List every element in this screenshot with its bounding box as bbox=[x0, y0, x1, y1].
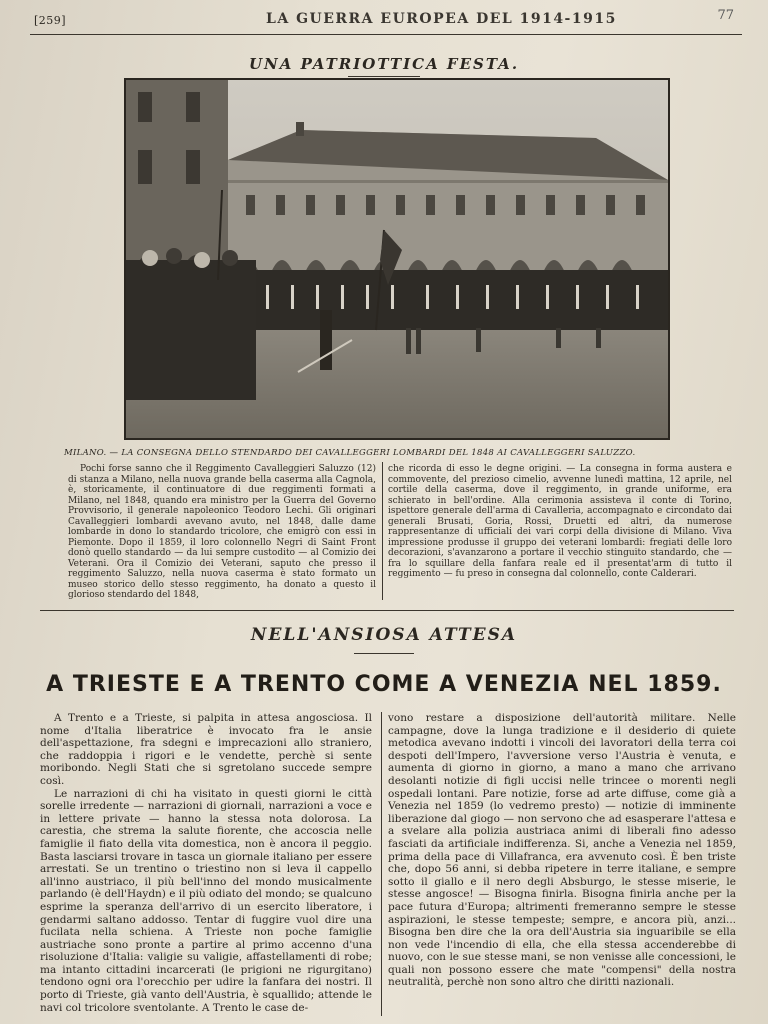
photo-caption: MILANO. — LA CONSEGNA DELLO STENDARDO DEI CAVALLEGGERI LOMBARDI DEL 1848 AI CAVALLEGGERI SALUZZO. bbox=[64, 448, 636, 458]
page-number: [259] bbox=[34, 14, 67, 27]
article-paragraph: Le narrazioni di chi ha visitato in questi giorni le città sorelle irredente — narrazioni di giornali, narrazioni a voce e in lettere private — hanno la stessa nota dolorosa. La carestia, che stremа la salute fiorente, che accoscia nelle famiglie il fiato della vita domestica, non è ancora il peggio. Basta lasciarsi trovare in tasca un giornale italiano per essere arrestati. Se un trentino o triestino non si leva il cappello all'inno austriaco, il più bell'inno del mondo musicalmente parlando (è dell'Haydn) e il più odiato del mondo; se qualcuno esprime la speranza dell'arrivo di un esercito liberatore, i gendarmi saltano addosso. Tentar di fuggire vuol dire una fucilata nella schiena. A Trieste non poche famiglie austriache sono pronte a partire al primo accenno d'una risoluzione d'Italia: valigie su valigie, affastellamenti di robe; ma intanto cittadini incarcerati (le prigioni ne rigurgitano) tendono ogni ora l'orecchio per udire la fanfara dei nostri. Il porto di Trieste, già vanto dell'Austria, è squallido; attende le navi col tricolore sventolante. A Trento le case de- bbox=[40, 787, 372, 1014]
article-paragraph: vono restare a disposizione dell'autorità militare. Nelle campagne, dove la lunga tradizione e il desiderio di quiete metodica avevano indotti i vincoli dei lavoratori della terra coi despoti dell'Impero, l'avversione verso l'Austria è venuta, e aumenta di giorno in giorno, a mano a mano che arrivano desolanti notizie di figli uccisi nelle trincee o morenti negli ospedali lontani. Pare notizie, forse ad arte diffuse, come già a Venezia nel 1859 (lo vedremo presto) — notizie di imminente liberazione dal giogo — non servono che ad esasperare l'attesa e a svelare alla polizia austriaca animi di liberali fino adesso fasciati da artificiale indifferenza. Si, anche a Venezia nel 1859, prima della pace di Villafranca, era avvenuto così. È ben triste che, dopo 56 anni, si debba ripetere in terre italiane, e sempre sotto il giallo e il nero degli Absburgo, le stesse miserie, le stesse angosce! — Bisogna finirla. Bisogna finirla anche per la pace futura d'Europa; altrimenti fremeranno sempre le stesse aspirazioni, le stesse tempeste; sempre, e ancora più, anzi... Bisogna ben dire che la ora dell'Austria sia inguaribile se ella non vede l'incendio di ella, che ella stessa accenderebbe di nuovo, con le sue stesse mani, se non venisse alle concessioni, le quali non possono essere che mate "compensi" della nostra neutralità, perchè non sono altro che diritti nazionali. bbox=[388, 712, 736, 989]
section-separator bbox=[40, 610, 734, 611]
photo-text-left-paragraph: Pochi forse sanno che il Reggimento Cavalleggieri Saluzzo (12) di stanza a Milano, nella nuova grande bella caserma alla Cagnola, è, storicamente, il continuatore di due reggimenti formati a Milano, nel 1848, quando era ministro per la Guerra del Governo Provvisorio, il generale napoleonico Teodoro Lechi. Gli originari Cavalleggieri lombardi avevano avuto, nel 1848, dalle dame lombarde in dono lo standardo tricolore, che emigrò con essi in Piemonte. Dopo il 1859, il loro colonnello Negri di Saint Front donò quello standardo — da lui sempre custodito — al Comizio dei Veterani. Ora il Comizio dei Veterani, saputo che presso il reggimento Saluzzo, nella nuova caserma è stato formato un museo storico dello stesso reggimento, ha donato a questo il glorioso stendardo del 1848, bbox=[68, 464, 376, 600]
column-divider bbox=[382, 462, 383, 600]
running-title: LA GUERRA EUROPEA DEL 1914-1915 bbox=[266, 11, 617, 27]
corner-mark: 77 bbox=[717, 8, 734, 23]
photo-section-title: UNA PATRIOTTICA FESTA. bbox=[248, 55, 520, 73]
photo-text-left-column bbox=[68, 464, 376, 601]
photo-text-right-column bbox=[388, 464, 732, 580]
article-right-column bbox=[388, 712, 736, 989]
header-rule bbox=[30, 34, 742, 35]
photo-text-right-paragraph: che ricorda di esso le degne origini. — La consegna in forma austera e commovente, del prezioso cimelio, avvenne lunedì mattina, 12 aprile, nel cortile della caserma, dove il reggimento, in grande uniforme, era schierato in bell'ordine. Alla cerimonia assisteva il conte di Torino, ispettore generale dell'arma di Cavalleria, accompagnato e circondato dai generali Brusati, Goria, Rossi, Druetti ed altri, da numerose rappresentanze di ufficiali dei vari corpi della divisione di Milano. Viva impressione produsse il gruppo dei veterani lombardi: fregiati delle loro decorazioni, s'avanzarono a portare il vecchio stinguito standardo, che — fra lo squillare della fanfara reale ed il presentat'arm di tutto il reggimento — fu preso in consegna dal colonnello, conte Calderari. bbox=[388, 464, 732, 579]
article-column-divider bbox=[381, 712, 382, 1016]
ceremony-photograph bbox=[124, 78, 670, 440]
running-header bbox=[30, 6, 742, 30]
article-headline: A TRIESTE E A TRENTO COME A VENEZIA NEL 1859. bbox=[46, 672, 722, 697]
article-section-title: NELL'ANSIOSA ATTESA bbox=[250, 625, 518, 645]
article-paragraph: A Trento e a Trieste, si palpita in attesa angosciosa. Il nome d'Italia liberatrice è invocato fra le ansie dell'aspettazione, fra sdegni e imprecazioni allo straniero, che raddoppia i rigori e le vendette, perchè si sente moribondo. Negli Stati che si sgretolano succede sempre così. bbox=[40, 712, 372, 787]
title-underline bbox=[348, 76, 420, 77]
article-left-column bbox=[40, 712, 372, 1014]
section-underline bbox=[354, 653, 414, 654]
photograph-illustration bbox=[126, 80, 668, 438]
